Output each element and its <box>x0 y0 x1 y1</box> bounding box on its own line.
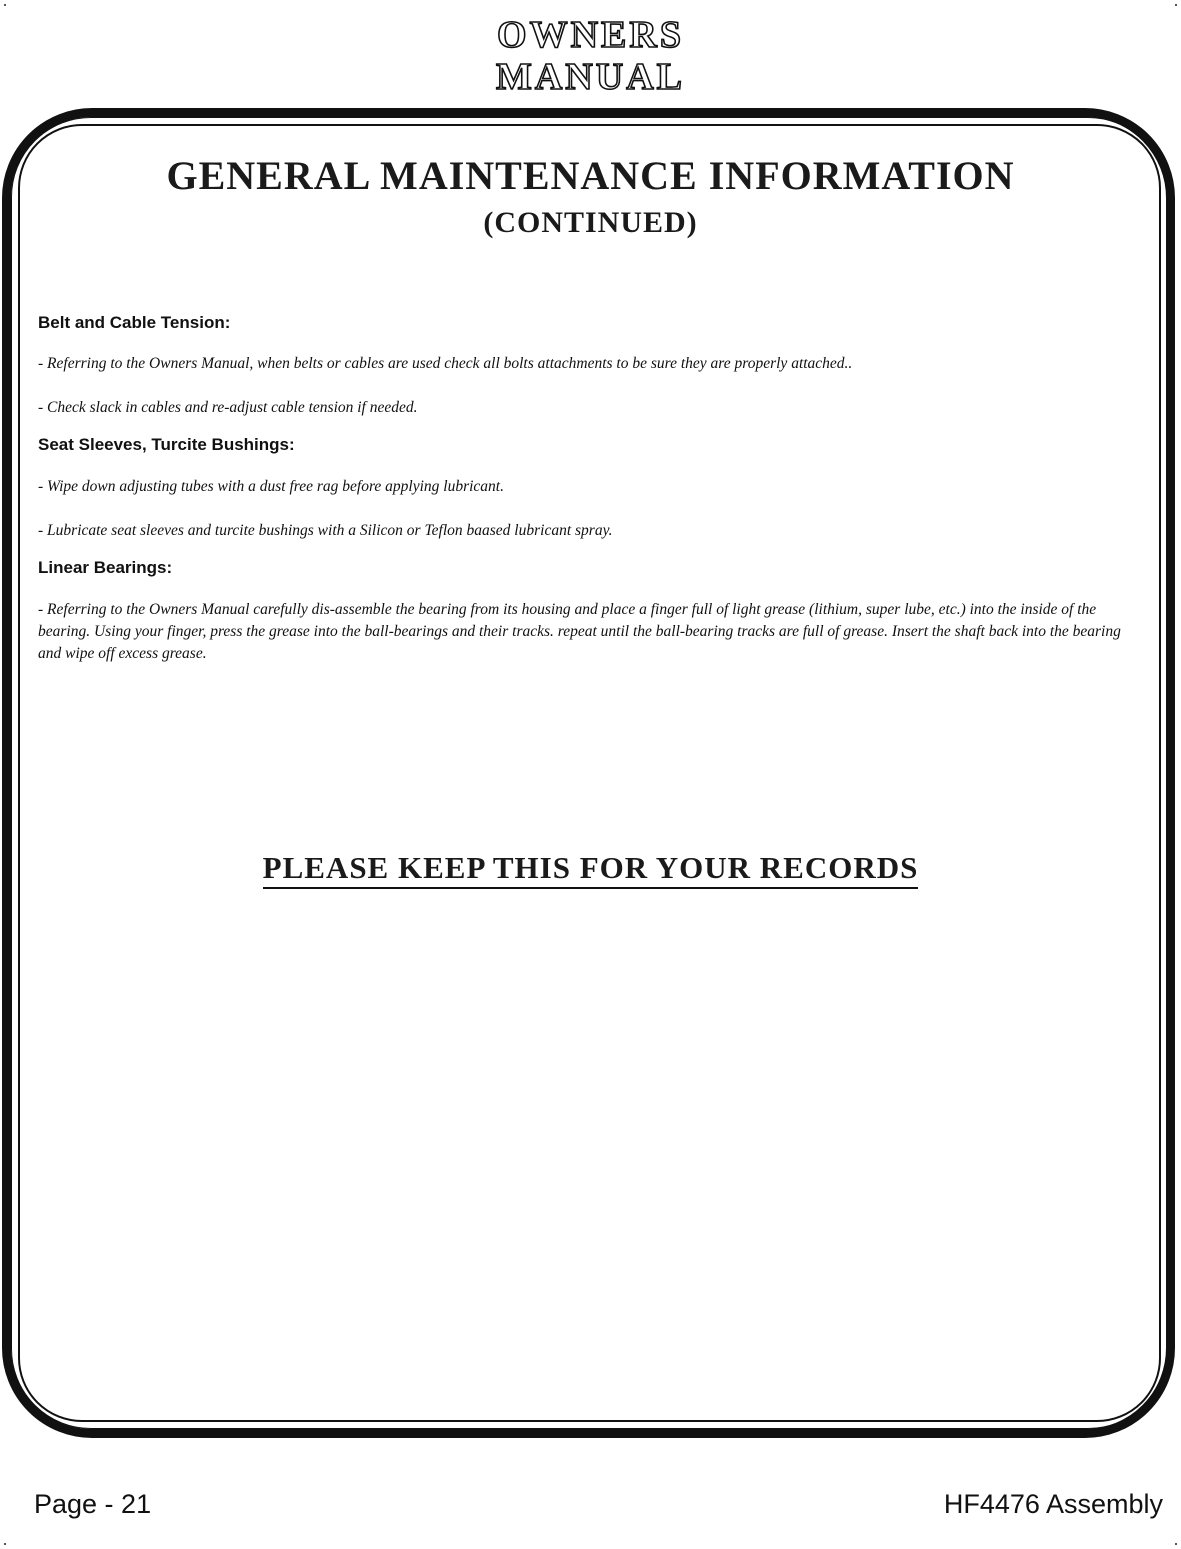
section-belt-cable-tension <box>38 313 1138 419</box>
document-name: HF4476 Assembly <box>943 1489 1163 1519</box>
corner-mark-top-left <box>4 4 6 6</box>
page-title: GENERAL MAINTENANCE INFORMATION <box>166 153 1015 198</box>
paragraph: - Wipe down adjusting tubes with a dust free rag before applying lubricant. <box>38 478 504 495</box>
corner-mark-bottom-left <box>4 1543 6 1545</box>
page-subtitle: (CONTINUED) <box>483 206 698 239</box>
paragraph: - Lubricate seat sleeves and turcite bushings with a Silicon or Teflon baased lubricant spray. <box>38 522 613 539</box>
section-heading: Linear Bearings: <box>38 558 173 577</box>
maintenance-content <box>38 313 1138 665</box>
section-heading: Seat Sleeves, Turcite Bushings: <box>38 435 295 454</box>
section-heading: Belt and Cable Tension: <box>38 313 231 332</box>
records-note-text: PLEASE KEEP THIS FOR YOUR RECORDS <box>263 850 919 889</box>
paragraph: - Check slack in cables and re-adjust cable tension if needed. <box>38 399 418 416</box>
paragraph: - Referring to the Owners Manual carefully dis-assemble the bearing from its housing and place a finger full of light grease (lithium, super lube, etc.) into the inside of the bearing. Using your finger, press the grease into the ball-bearings and their tracks. repeat until the ball-bearing tracks are full of grease. Insert the shaft back into the bearing and wipe off excess grease. <box>38 601 1121 662</box>
section-linear-bearings <box>38 558 1138 665</box>
page-number: Page - 21 <box>34 1489 152 1519</box>
corner-mark-top-right <box>1175 4 1177 6</box>
manual-title-line2: MANUAL <box>496 56 685 98</box>
corner-mark-bottom-right <box>1175 1543 1177 1545</box>
paragraph: - Referring to the Owners Manual, when belts or cables are used check all bolts attachments to be sure they are properly attached.. <box>38 355 853 372</box>
records-note <box>0 850 1181 886</box>
section-seat-sleeves <box>38 435 1138 542</box>
manual-title-line1: OWNERS <box>497 14 684 56</box>
